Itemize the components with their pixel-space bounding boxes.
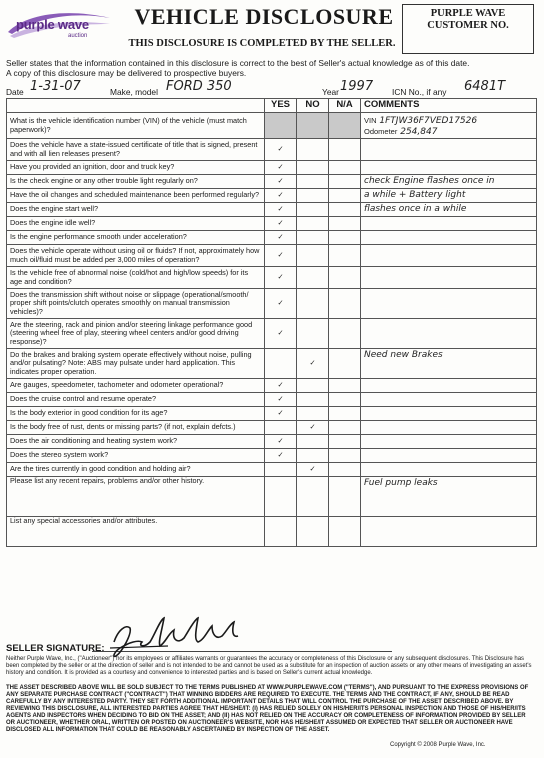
comment-cell[interactable] <box>361 421 537 435</box>
table-row <box>7 267 537 289</box>
vin-label: VIN <box>364 116 377 125</box>
no-checkbox-cell[interactable] <box>297 267 329 289</box>
na-checkbox-cell[interactable] <box>329 217 361 231</box>
vehicle-info-line <box>6 80 540 98</box>
table-row <box>7 113 537 139</box>
question-cell: List any special accessories and/or attributes. <box>7 517 265 547</box>
yes-checkbox-cell[interactable] <box>265 231 297 245</box>
comment-cell[interactable] <box>361 289 537 319</box>
check-mark-icon: ✓ <box>277 436 284 446</box>
check-mark-icon: ✓ <box>277 232 284 242</box>
comment-cell[interactable] <box>361 113 537 139</box>
check-mark-icon: ✓ <box>277 450 284 460</box>
odometer-label: Odometer <box>364 127 398 136</box>
no-checkbox-cell[interactable] <box>297 319 329 349</box>
yes-checkbox-cell[interactable] <box>265 319 297 349</box>
check-mark-icon: ✓ <box>309 358 316 368</box>
question-cell: Have you provided an ignition, door and truck key? <box>7 161 265 175</box>
comment-cell[interactable] <box>361 175 537 189</box>
no-checkbox-cell[interactable] <box>297 189 329 203</box>
table-row <box>7 161 537 175</box>
check-mark-icon: ✓ <box>277 250 284 260</box>
no-checkbox-cell[interactable] <box>297 449 329 463</box>
check-mark-icon: ✓ <box>277 162 284 172</box>
table-row <box>7 217 537 231</box>
comment-cell[interactable] <box>361 379 537 393</box>
na-checkbox-cell[interactable] <box>329 161 361 175</box>
table-row <box>7 421 537 435</box>
table-row <box>7 175 537 189</box>
na-header: N/A <box>329 99 361 113</box>
na-checkbox-cell[interactable] <box>329 113 361 139</box>
comment-cell[interactable] <box>361 231 537 245</box>
check-mark-icon: ✓ <box>277 272 284 282</box>
table-row <box>7 379 537 393</box>
question-cell: Does the air conditioning and heating system work? <box>7 435 265 449</box>
logo-text: purple wave <box>16 17 89 32</box>
table-row <box>7 319 537 349</box>
check-mark-icon: ✓ <box>277 190 284 200</box>
na-checkbox-cell[interactable] <box>329 245 361 267</box>
question-cell: Is the check engine or any other trouble light regularly on? <box>7 175 265 189</box>
check-mark-icon: ✓ <box>277 298 284 308</box>
check-mark-icon: ✓ <box>277 176 284 186</box>
na-checkbox-cell[interactable] <box>329 319 361 349</box>
comment-cell[interactable] <box>361 203 537 217</box>
yes-checkbox-cell[interactable] <box>265 517 297 547</box>
yes-checkbox-cell[interactable] <box>265 203 297 217</box>
check-mark-icon: ✓ <box>309 422 316 432</box>
no-checkbox-cell[interactable] <box>297 407 329 421</box>
customer-box-line2: CUSTOMER NO. <box>427 20 509 31</box>
question-header <box>7 99 265 113</box>
copyright-text: Copyright © 2008 Purple Wave, Inc. <box>390 742 486 748</box>
na-checkbox-cell[interactable] <box>329 379 361 393</box>
check-mark-icon: ✓ <box>277 204 284 214</box>
intro-line1: Seller states that the information contained in this disclosure is correct to the best of Seller's actual knowledge as of this date. <box>6 58 470 68</box>
terms-text: THE ASSET DESCRIBED ABOVE WILL BE SOLD SUBJECT TO THE TERMS PUBLISHED AT WWW.PURPLEWAVE.COM ("TERMS"), AND PURSUANT TO THE EXPRESS PROVISIONS OF ANY SEPARATE PURCHASE CONTRACT ("CONTRACT") THAT WINNING BIDDERS ARE REQUIRED TO EXECUTE. THE TERMS AND THE CONTRACT, IF ANY, SHOULD BE READ CAREFULLY BY ANY INTERESTED PARTY. THEY SET FORTH ADDITIONAL IMPORTANT DETAILS THAT WILL CONTROL THE PURCHASE OF THE ASSET DESCRIBED ABOVE. BY REVIEWING THIS DISCLOSURE, ALL INTERESTED PARTIES AGREE THAT HE/SHE/IT: (I) HAS RELIED SOLELY ON HIS/HER/ITS PERSONAL INSPECTION AND THOSE OF HIS/HER/ITS AGENTS AND INSPECTORS WHEN DECIDING TO BID ON THE ASSET; AND (II) HAS NOT RELIED ON THE ACCURACY OR COMPLETENESS OF INFORMATION PROVIDED BY SELLER OR AUCTIONEER, WHETHER ORAL, WRITTEN OR POSTED ON AUCTIONEER'S WEBSITE, NOR HAS HE/SHE/IT ASSUMED OR EXPECTED THAT SELLER OR AUCTIONEER HAVE DISCLOSED ALL INFORMATION THAT COULD BE REASONABLY ASCERTAINED BY INSPECTION OF THE ASSET. <box>6 685 529 733</box>
comment-cell[interactable] <box>361 449 537 463</box>
na-checkbox-cell[interactable] <box>329 393 361 407</box>
table-row <box>7 139 537 161</box>
comment-cell[interactable] <box>361 161 537 175</box>
yes-checkbox-cell[interactable] <box>265 407 297 421</box>
yes-checkbox-cell[interactable] <box>265 379 297 393</box>
handwritten-comment: a while + Battery light <box>364 190 466 200</box>
question-cell: Are the tires currently in good condition and holding air? <box>7 463 265 477</box>
page-title: VEHICLE DISCLOSURE <box>134 4 394 29</box>
question-cell: Does the transmission shift without noise or slippage (operational/smooth/ proper shift points/clutch operates smoothly on manual transmission vehicles)? <box>7 289 265 319</box>
na-checkbox-cell[interactable] <box>329 175 361 189</box>
check-mark-icon: ✓ <box>277 408 284 418</box>
seller-signature-image <box>108 612 248 660</box>
na-checkbox-cell[interactable] <box>329 267 361 289</box>
na-checkbox-cell[interactable] <box>329 517 361 547</box>
na-checkbox-cell[interactable] <box>329 189 361 203</box>
yes-checkbox-cell[interactable] <box>265 449 297 463</box>
no-checkbox-cell[interactable] <box>297 113 329 139</box>
question-cell: Are the steering, rack and pinion and/or steering linkage performance good (steering wheel free of play, steering wheel centers and/or good driving response)? <box>7 319 265 349</box>
table-header-row <box>7 99 537 113</box>
yes-checkbox-cell[interactable] <box>265 113 297 139</box>
question-cell: Please list any recent repairs, problems and/or other history. <box>7 477 265 517</box>
icn-label: ICN No., if any <box>392 87 447 97</box>
year-label: Year <box>322 87 339 97</box>
check-mark-icon: ✓ <box>277 394 284 404</box>
comment-cell[interactable] <box>361 393 537 407</box>
handwritten-comment: Fuel pump leaks <box>364 478 438 488</box>
make-label: Make, model <box>110 87 158 97</box>
table-row <box>7 463 537 477</box>
icn-field[interactable]: 6481T <box>464 79 506 94</box>
no-checkbox-cell[interactable] <box>297 139 329 161</box>
yes-checkbox-cell[interactable] <box>265 175 297 189</box>
na-checkbox-cell[interactable] <box>329 349 361 379</box>
check-mark-icon: ✓ <box>309 464 316 474</box>
disclaimer-text: Neither Purple Wave, Inc., ("Auctioneer") nor its employees or affiliates warrants or guarantees the accuracy or completeness of this Disclosure or any subsequent disclosures. This Disclosure has been completed by the seller or at the direction of seller and is not intended to be and cannot be used as a substitute for an inspection of auction assets or any other means of investigating an asset's history and condition. It is provided as a courtesy and convenience to interested parties and is based on Seller's current actual knowledge. <box>6 656 532 676</box>
table-row <box>7 477 537 517</box>
no-checkbox-cell[interactable] <box>297 175 329 189</box>
intro-text <box>6 58 540 78</box>
yes-checkbox-cell[interactable] <box>265 189 297 203</box>
comments-header: COMMENTS <box>361 99 537 113</box>
year-field[interactable]: 1997 <box>340 79 374 94</box>
yes-checkbox-cell[interactable] <box>265 393 297 407</box>
no-checkbox-cell[interactable] <box>297 421 329 435</box>
no-checkbox-cell[interactable] <box>297 379 329 393</box>
na-checkbox-cell[interactable] <box>329 289 361 319</box>
table-row <box>7 189 537 203</box>
purple-wave-logo <box>6 8 114 42</box>
table-row <box>7 245 537 267</box>
question-cell: Does the vehicle operate without using oil or fluids? If not, approximately how much oil/fluid must be added per 3,000 miles of operation? <box>7 245 265 267</box>
no-checkbox-cell[interactable] <box>297 203 329 217</box>
question-cell: Does the engine start well? <box>7 203 265 217</box>
yes-checkbox-cell[interactable] <box>265 477 297 517</box>
check-mark-icon: ✓ <box>277 328 284 338</box>
question-cell: What is the vehicle identification number (VIN) of the vehicle (must match paperwork)? <box>7 113 265 139</box>
no-checkbox-cell[interactable] <box>297 349 329 379</box>
na-checkbox-cell[interactable] <box>329 421 361 435</box>
yes-checkbox-cell[interactable] <box>265 217 297 231</box>
comment-cell[interactable] <box>361 217 537 231</box>
comment-cell[interactable] <box>361 139 537 161</box>
handwritten-comment: check Engine flashes once in <box>364 176 495 186</box>
disclosure-table <box>6 98 537 547</box>
comment-cell[interactable] <box>361 319 537 349</box>
yes-checkbox-cell[interactable] <box>265 421 297 435</box>
yes-checkbox-cell[interactable] <box>265 289 297 319</box>
seller-signature-label: SELLER SIGNATURE: <box>6 643 105 654</box>
check-mark-icon: ✓ <box>277 144 284 154</box>
yes-checkbox-cell[interactable] <box>265 161 297 175</box>
question-cell: Are gauges, speedometer, tachometer and odometer operational? <box>7 379 265 393</box>
yes-checkbox-cell[interactable] <box>265 463 297 477</box>
na-checkbox-cell[interactable] <box>329 449 361 463</box>
table-row <box>7 289 537 319</box>
no-checkbox-cell[interactable] <box>297 161 329 175</box>
check-mark-icon: ✓ <box>277 380 284 390</box>
no-checkbox-cell[interactable] <box>297 393 329 407</box>
table-row <box>7 393 537 407</box>
check-mark-icon: ✓ <box>277 218 284 228</box>
page-subtitle: THIS DISCLOSURE IS COMPLETED BY THE SELLER. <box>128 38 396 49</box>
comment-cell[interactable] <box>361 463 537 477</box>
question-cell: Does the vehicle have a state-issued certificate of title that is signed, present and with all lien releases present? <box>7 139 265 161</box>
question-cell: Is the engine performance smooth under acceleration? <box>7 231 265 245</box>
no-header: NO <box>297 99 329 113</box>
question-cell: Is the body free of rust, dents or missing parts? (if not, explain defcts.) <box>7 421 265 435</box>
handwritten-comment: Need new Brakes <box>364 350 443 360</box>
date-label: Date <box>6 87 24 97</box>
odometer-line <box>364 126 437 138</box>
na-checkbox-cell[interactable] <box>329 463 361 477</box>
date-field[interactable]: 1-31-07 <box>30 79 81 94</box>
no-checkbox-cell[interactable] <box>297 217 329 231</box>
yes-checkbox-cell[interactable] <box>265 349 297 379</box>
comment-cell[interactable] <box>361 245 537 267</box>
yes-checkbox-cell[interactable] <box>265 245 297 267</box>
na-checkbox-cell[interactable] <box>329 139 361 161</box>
no-checkbox-cell[interactable] <box>297 463 329 477</box>
yes-header: YES <box>265 99 297 113</box>
question-cell: Does the cruise control and resume operate? <box>7 393 265 407</box>
comment-cell[interactable] <box>361 267 537 289</box>
table-row <box>7 407 537 421</box>
comment-cell[interactable] <box>361 189 537 203</box>
comment-cell[interactable] <box>361 517 537 547</box>
question-cell: Do the brakes and braking system operate effectively without noise, pulling and/or pulsating? Note: ABS may pulsate under hard application. This indicates proper operation. <box>7 349 265 379</box>
question-cell: Does the engine idle well? <box>7 217 265 231</box>
yes-checkbox-cell[interactable] <box>265 139 297 161</box>
no-checkbox-cell[interactable] <box>297 245 329 267</box>
na-checkbox-cell[interactable] <box>329 231 361 245</box>
table-row <box>7 449 537 463</box>
no-checkbox-cell[interactable] <box>297 289 329 319</box>
na-checkbox-cell[interactable] <box>329 407 361 421</box>
na-checkbox-cell[interactable] <box>329 477 361 517</box>
no-checkbox-cell[interactable] <box>297 231 329 245</box>
no-checkbox-cell[interactable] <box>297 517 329 547</box>
table-row <box>7 231 537 245</box>
logo-subtext: auction <box>68 33 88 39</box>
table-row <box>7 203 537 217</box>
na-checkbox-cell[interactable] <box>329 435 361 449</box>
no-checkbox-cell[interactable] <box>297 477 329 517</box>
table-row <box>7 517 537 547</box>
intro-line2: A copy of this disclosure may be delivered to prospective buyers. <box>6 68 247 78</box>
comment-cell[interactable] <box>361 435 537 449</box>
make-model-field[interactable]: FORD 350 <box>166 79 232 94</box>
comment-cell[interactable] <box>361 349 537 379</box>
yes-checkbox-cell[interactable] <box>265 267 297 289</box>
customer-box-line1: PURPLE WAVE <box>430 8 506 19</box>
odometer-value: 254,847 <box>400 127 438 137</box>
na-checkbox-cell[interactable] <box>329 203 361 217</box>
vin-value: 1FTJW36F7VED17526 <box>379 116 478 126</box>
customer-number-box[interactable] <box>402 4 534 54</box>
table-row <box>7 435 537 449</box>
comment-cell[interactable] <box>361 407 537 421</box>
table-row <box>7 349 537 379</box>
yes-checkbox-cell[interactable] <box>265 435 297 449</box>
question-cell: Does the stereo system work? <box>7 449 265 463</box>
comment-cell[interactable] <box>361 477 537 517</box>
question-cell: Is the body exterior in good condition for its age? <box>7 407 265 421</box>
no-checkbox-cell[interactable] <box>297 435 329 449</box>
question-cell: Is the vehicle free of abnormal noise (cold/hot and high/low speeds) for its age and condition? <box>7 267 265 289</box>
question-cell: Have the oil changes and scheduled maintenance been performed regularly? <box>7 189 265 203</box>
handwritten-comment: flashes once in a while <box>364 204 467 214</box>
